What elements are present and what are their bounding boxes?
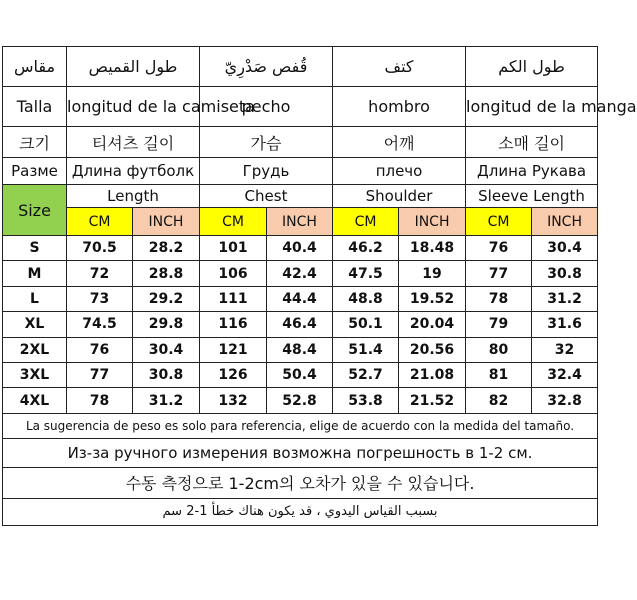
header-chest-russian: Грудь	[200, 158, 333, 185]
note-arabic: بسبب القياس اليدوي ، قد يكون هناك خطأ 1-2 سم	[3, 498, 598, 525]
value-cell: 50.1	[333, 312, 399, 337]
value-cell: 30.8	[133, 362, 200, 387]
header-length-spanish: longitud de la camiseta	[67, 87, 200, 127]
value-cell: 42.4	[267, 261, 333, 286]
table-row	[3, 236, 598, 261]
value-cell: 53.8	[333, 388, 399, 413]
spanish-header-row	[3, 87, 598, 127]
table-row	[3, 261, 598, 286]
unit-cm-cell: CM	[200, 208, 267, 236]
value-cell: 77	[67, 362, 133, 387]
size-label: S	[3, 236, 67, 261]
size-label: 2XL	[3, 337, 67, 362]
header-chest-spanish: pecho	[200, 87, 333, 127]
note-row-korean	[3, 467, 598, 498]
value-cell: 52.8	[267, 388, 333, 413]
value-cell: 48.4	[267, 337, 333, 362]
value-cell: 30.4	[532, 236, 598, 261]
value-cell: 81	[466, 362, 532, 387]
value-cell: 20.56	[399, 337, 466, 362]
header-size-korean: 크기	[3, 127, 67, 158]
value-cell: 21.52	[399, 388, 466, 413]
value-cell: 46.4	[267, 312, 333, 337]
value-cell: 70.5	[67, 236, 133, 261]
header-sleeve-korean: 소매 길이	[466, 127, 598, 158]
value-cell: 28.8	[133, 261, 200, 286]
value-cell: 78	[67, 388, 133, 413]
value-cell: 111	[200, 286, 267, 311]
value-cell: 20.04	[399, 312, 466, 337]
english-header-row	[3, 185, 598, 208]
header-chest-korean: 가슴	[200, 127, 333, 158]
header-sleeve-spanish: longitud de la manga	[466, 87, 598, 127]
russian-header-row	[3, 158, 598, 185]
header-shoulder-spanish: hombro	[333, 87, 466, 127]
value-cell: 28.2	[133, 236, 200, 261]
value-cell: 48.8	[333, 286, 399, 311]
value-cell: 29.8	[133, 312, 200, 337]
value-cell: 47.5	[333, 261, 399, 286]
value-cell: 132	[200, 388, 267, 413]
size-header-cell: Size	[3, 185, 67, 236]
header-chest-arabic: قُفص صَدْرِيّ	[200, 47, 333, 87]
value-cell: 40.4	[267, 236, 333, 261]
size-label: L	[3, 286, 67, 311]
header-chest-english: Chest	[200, 185, 333, 208]
header-sleeve-english: Sleeve Length	[466, 185, 598, 208]
value-cell: 116	[200, 312, 267, 337]
korean-header-row	[3, 127, 598, 158]
unit-inch-cell: INCH	[267, 208, 333, 236]
header-sleeve-arabic: طول الكم	[466, 47, 598, 87]
value-cell: 32.8	[532, 388, 598, 413]
value-cell: 30.8	[532, 261, 598, 286]
value-cell: 46.2	[333, 236, 399, 261]
header-size-arabic: مقاس	[3, 47, 67, 87]
value-cell: 74.5	[67, 312, 133, 337]
value-cell: 19	[399, 261, 466, 286]
header-size-spanish: Talla	[3, 87, 67, 127]
header-size-russian: Разме	[3, 158, 67, 185]
value-cell: 106	[200, 261, 267, 286]
unit-inch-cell: INCH	[532, 208, 598, 236]
header-length-korean: 티셔츠 길이	[67, 127, 200, 158]
header-length-english: Length	[67, 185, 200, 208]
table-row	[3, 337, 598, 362]
value-cell: 32	[532, 337, 598, 362]
note-row-russian	[3, 438, 598, 467]
value-cell: 101	[200, 236, 267, 261]
unit-cm-cell: CM	[333, 208, 399, 236]
table-row	[3, 286, 598, 311]
size-label: 3XL	[3, 362, 67, 387]
value-cell: 21.08	[399, 362, 466, 387]
note-spanish: La sugerencia de peso es solo para referencia, elige de acuerdo con la medida del tamaño.	[3, 413, 598, 438]
header-shoulder-korean: 어깨	[333, 127, 466, 158]
value-cell: 51.4	[333, 337, 399, 362]
value-cell: 44.4	[267, 286, 333, 311]
header-shoulder-russian: плечо	[333, 158, 466, 185]
value-cell: 80	[466, 337, 532, 362]
value-cell: 77	[466, 261, 532, 286]
value-cell: 29.2	[133, 286, 200, 311]
note-russian: Из-за ручного измерения возможна погрешность в 1-2 см.	[3, 438, 598, 467]
header-length-russian: Длина футболк	[67, 158, 200, 185]
note-row-spanish	[3, 413, 598, 438]
unit-cm-cell: CM	[67, 208, 133, 236]
value-cell: 73	[67, 286, 133, 311]
table-row	[3, 388, 598, 413]
value-cell: 78	[466, 286, 532, 311]
unit-inch-cell: INCH	[133, 208, 200, 236]
unit-inch-cell: INCH	[399, 208, 466, 236]
value-cell: 32.4	[532, 362, 598, 387]
value-cell: 31.2	[532, 286, 598, 311]
value-cell: 52.7	[333, 362, 399, 387]
table-row	[3, 312, 598, 337]
value-cell: 72	[67, 261, 133, 286]
value-cell: 19.52	[399, 286, 466, 311]
unit-cm-cell: CM	[466, 208, 532, 236]
size-label: M	[3, 261, 67, 286]
size-label: XL	[3, 312, 67, 337]
value-cell: 79	[466, 312, 532, 337]
arabic-header-row	[3, 47, 598, 87]
header-sleeve-russian: Длина Рукава	[466, 158, 598, 185]
value-cell: 18.48	[399, 236, 466, 261]
size-chart-table	[2, 46, 637, 526]
note-row-arabic	[3, 498, 598, 525]
table-row	[3, 362, 598, 387]
value-cell: 82	[466, 388, 532, 413]
value-cell: 76	[67, 337, 133, 362]
value-cell: 76	[466, 236, 532, 261]
value-cell: 121	[200, 337, 267, 362]
unit-row	[3, 208, 598, 236]
value-cell: 50.4	[267, 362, 333, 387]
header-shoulder-english: Shoulder	[333, 185, 466, 208]
value-cell: 31.2	[133, 388, 200, 413]
note-korean: 수동 측정으로 1-2cm의 오차가 있을 수 있습니다.	[3, 467, 598, 498]
value-cell: 31.6	[532, 312, 598, 337]
size-label: 4XL	[3, 388, 67, 413]
value-cell: 30.4	[133, 337, 200, 362]
header-length-arabic: طول القميص	[67, 47, 200, 87]
value-cell: 126	[200, 362, 267, 387]
header-shoulder-arabic: كتف	[333, 47, 466, 87]
